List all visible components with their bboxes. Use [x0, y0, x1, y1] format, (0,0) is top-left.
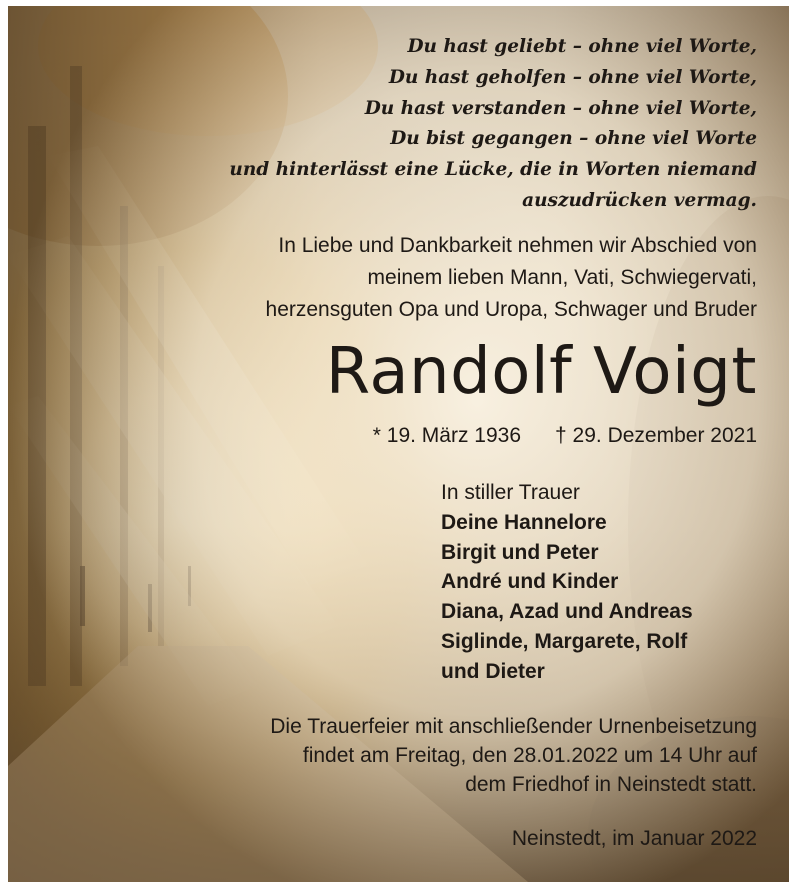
deceased-name: Randolf Voigt	[325, 335, 757, 409]
verse-line: Du hast geholfen – ohne viel Worte,	[388, 66, 757, 88]
mourner-line: Deine Hannelore	[441, 510, 607, 534]
memorial-verse	[229, 32, 757, 217]
service-line: Die Trauerfeier mit anschließender Urnenbeisetzung	[270, 715, 757, 738]
service-line: dem Friedhof in Neinstedt statt.	[465, 773, 757, 796]
funeral-service-info	[270, 712, 757, 799]
mourners-block	[441, 478, 693, 687]
mourner-line: Siglinde, Margarete, Rolf	[441, 629, 688, 653]
mourner-line: Birgit und Peter	[441, 540, 599, 564]
intro-line: meinem lieben Mann, Vati, Schwiegervati,	[367, 266, 757, 289]
verse-line: auszudrücken vermag.	[522, 189, 757, 211]
verse-line: Du hast verstanden – ohne viel Worte,	[364, 97, 757, 119]
intro-line: herzensguten Opa und Uropa, Schwager und Bruder	[265, 298, 757, 321]
farewell-intro	[266, 230, 757, 326]
verse-line: Du bist gegangen – ohne viel Worte	[390, 128, 757, 150]
mourners-heading: In stiller Trauer	[441, 481, 580, 504]
birth-date: * 19. März 1936	[372, 424, 522, 447]
obituary-notice	[8, 6, 789, 882]
mourner-line: und Dieter	[441, 659, 545, 683]
verse-line: und hinterlässt eine Lücke, die in Worten niemand	[229, 159, 757, 181]
place-and-date: Neinstedt, im Januar 2022	[511, 827, 757, 850]
intro-line: In Liebe und Dankbarkeit nehmen wir Abschied von	[278, 234, 757, 257]
mourner-line: Diana, Azad und Andreas	[441, 600, 693, 624]
service-line: findet am Freitag, den 28.01.2022 um 14 Uhr auf	[302, 744, 757, 767]
verse-line: Du hast geliebt – ohne viel Worte,	[407, 36, 757, 57]
mourner-line: André und Kinder	[441, 570, 619, 594]
death-date: † 29. Dezember 2021	[555, 424, 757, 447]
life-dates	[373, 420, 757, 452]
